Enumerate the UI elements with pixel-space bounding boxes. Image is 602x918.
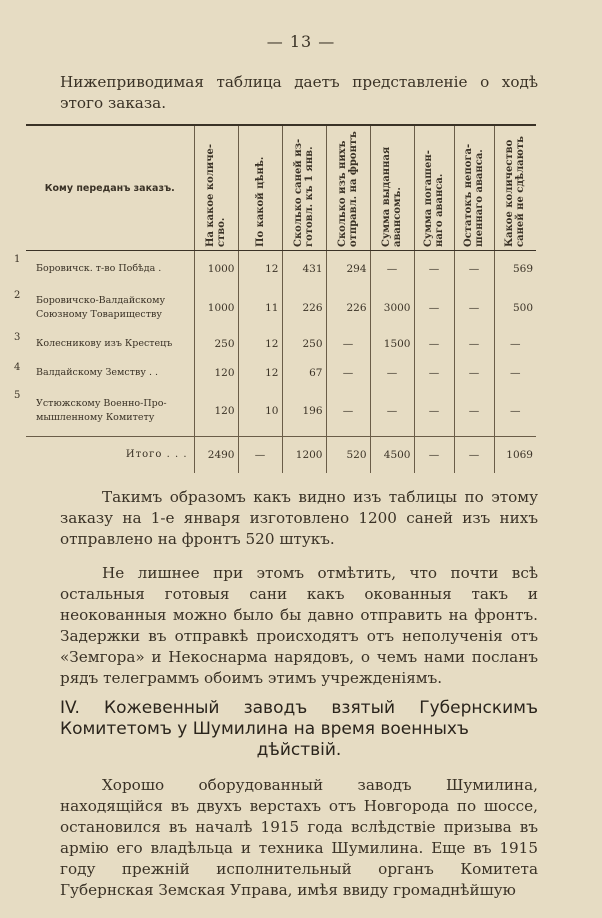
cell-sent: 226	[326, 287, 370, 329]
cell-advance: 1500	[370, 329, 414, 359]
row-number: 2	[14, 289, 21, 301]
cell-made: 67	[282, 359, 326, 387]
table-row	[26, 329, 536, 359]
cell-sent: —	[326, 329, 370, 359]
header-repaid: Сумма погашен-наго аванса.	[414, 125, 454, 251]
cell-advance: —	[370, 387, 414, 437]
cell-made: 431	[282, 251, 326, 287]
cell-qty: 1000	[194, 287, 238, 329]
cell-made: 196	[282, 387, 326, 437]
table-header-row	[26, 125, 536, 251]
row-number: 4	[14, 361, 21, 373]
cell-price: 10	[238, 387, 282, 437]
cell-repaid: —	[414, 329, 454, 359]
row-name: Валдайскому Земству . .	[36, 366, 159, 378]
cell-price: 12	[238, 251, 282, 287]
cell-advance: —	[370, 359, 414, 387]
summary-paragraph: Такимъ образомъ какъ видно изъ таблицы по этому заказу на 1-е января изготовлено 1200 саней изъ нихъ отправлено на фронтъ 520 штукъ.	[60, 488, 538, 548]
cell-repaid: —	[414, 359, 454, 387]
table-row	[26, 359, 536, 387]
cell-advance: —	[370, 251, 414, 287]
intro-paragraph: Нижеприводимая таблица даетъ представленіе о ходѣ этого заказа.	[60, 73, 538, 112]
cell-made: 226	[282, 287, 326, 329]
header-made: Сколько саней из-готовл. къ 1 янв.	[282, 125, 326, 251]
total-sent: 520	[326, 437, 370, 473]
cell-sent: —	[326, 359, 370, 387]
total-made: 1200	[282, 437, 326, 473]
table-row	[26, 251, 536, 287]
header-price: По какой цѣнѣ.	[238, 125, 282, 251]
table-row	[26, 287, 536, 329]
total-price: —	[238, 437, 282, 473]
cell-repaid: —	[414, 287, 454, 329]
note-paragraph: Не лишнее при этомъ отмѣтить, что почти всѣ остальныя готовыя сани какъ окованныя такъ и неокованныя можно было бы давно отправить на фронтъ. Задержки въ отправкѣ происходятъ отъ неполученія отъ «Земгора» и Некоснарма нарядовъ, о чемъ нами посланъ рядъ телеграммъ обоимъ этимъ учрежденіямъ.	[60, 564, 538, 687]
cell-repaid: —	[414, 251, 454, 287]
factory-paragraph: Хорошо оборудованный заводъ Шумилина, находящійся въ двухъ верстахъ отъ Новгорода по шоссе, остановился въ началѣ 1915 года вслѣдствіе призыва въ армію его владѣльца и техника Шумилина. Еще въ 1915 году прежній исполнительный органъ Комитета Губернская Земская Управа, имѣя ввиду громаднѣйшую	[60, 776, 538, 899]
cell-sent: 294	[326, 251, 370, 287]
cell-remain: —	[454, 387, 494, 437]
cell-remain: —	[454, 359, 494, 387]
header-remain: Остатокъ непога-шеннаго аванса.	[454, 125, 494, 251]
row-name: Устюжскому Военно-Про-мышленному Комитету	[36, 398, 167, 424]
total-qty: 2490	[194, 437, 238, 473]
row-number: 3	[14, 331, 21, 343]
cell-qty: 120	[194, 387, 238, 437]
table-row	[26, 387, 536, 437]
section-heading-line2: дѣйствій.	[256, 740, 342, 760]
header-who: Кому переданъ заказъ.	[26, 125, 194, 251]
cell-todo: 569	[494, 251, 536, 287]
page-number: — 13 —	[266, 32, 336, 51]
header-qty: На какое количе-ство.	[194, 125, 238, 251]
cell-remain: —	[454, 251, 494, 287]
cell-qty: 250	[194, 329, 238, 359]
cell-sent: —	[326, 387, 370, 437]
section-heading-line1: IV. Кожевенный заводъ взятый Губернскимъ Комитетомъ у Шумилина на время военныхъ	[60, 698, 538, 739]
cell-advance: 3000	[370, 287, 414, 329]
cell-todo: —	[494, 359, 536, 387]
total-advance: 4500	[370, 437, 414, 473]
row-name: Боровичск. т-во Побѣда .	[36, 262, 162, 274]
header-todo: Какое количество саней не сдѣлають	[494, 125, 536, 251]
cell-todo: 500	[494, 287, 536, 329]
orders-table	[14, 124, 536, 473]
cell-remain: —	[454, 329, 494, 359]
total-todo: 1069	[494, 437, 536, 473]
total-remain: —	[454, 437, 494, 473]
row-name: Боровичско-Валдайскому Союзному Товариществу	[36, 294, 166, 320]
section-heading	[60, 698, 538, 761]
cell-price: 12	[238, 359, 282, 387]
cell-todo: —	[494, 329, 536, 359]
cell-price: 12	[238, 329, 282, 359]
header-advance: Сумма выданная авансомъ.	[370, 125, 414, 251]
header-sent: Сколько изъ нихъ отправл. на фронтъ	[326, 125, 370, 251]
cell-remain: —	[454, 287, 494, 329]
cell-made: 250	[282, 329, 326, 359]
row-number: 5	[14, 389, 21, 401]
cell-qty: 120	[194, 359, 238, 387]
cell-price: 11	[238, 287, 282, 329]
cell-qty: 1000	[194, 251, 238, 287]
row-number: 1	[14, 254, 21, 265]
row-name: Колесникову изъ Крестецъ	[36, 337, 173, 349]
total-label: Итого . . .	[26, 437, 194, 473]
cell-repaid: —	[414, 387, 454, 437]
table-total-row	[26, 437, 536, 473]
total-repaid: —	[414, 437, 454, 473]
cell-todo: —	[494, 387, 536, 437]
